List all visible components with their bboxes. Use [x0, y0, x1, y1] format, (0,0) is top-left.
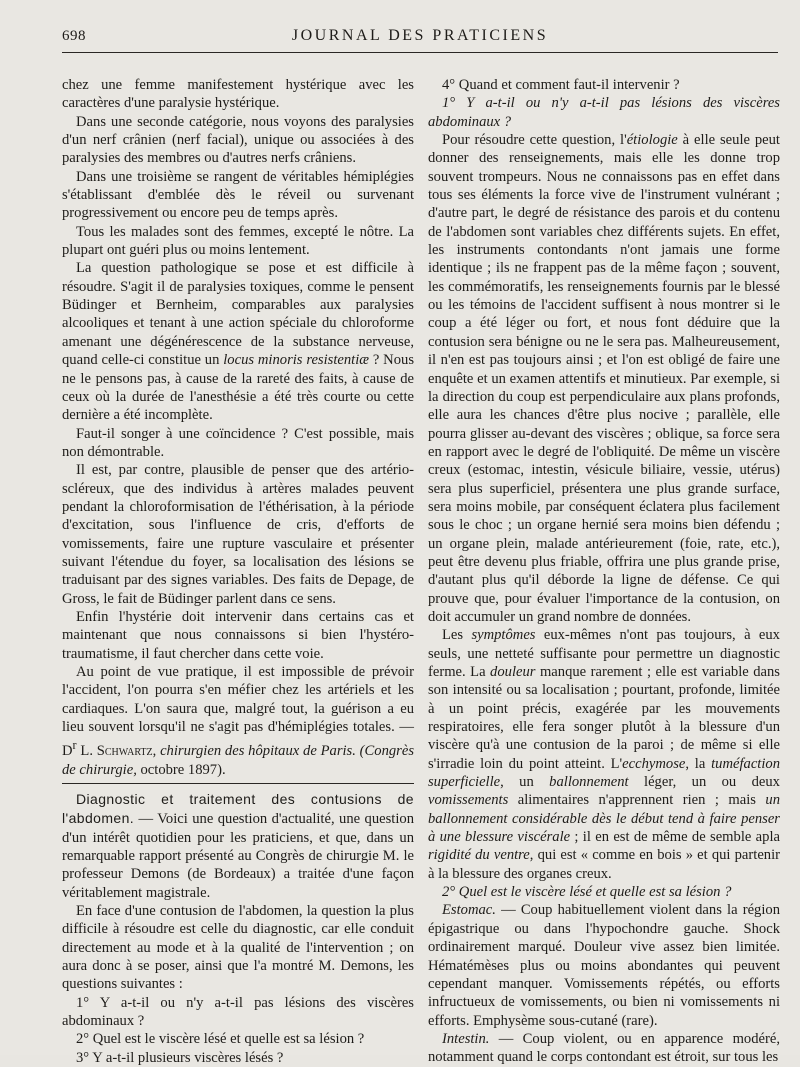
term-italic: ecchymose: [622, 755, 686, 772]
paragraph: Dans une troisième se rangent de véritables hémiplégies s'établissant d'emblée dès le réveil ou survenant progressivement ou encore peu de temps après.: [62, 168, 414, 222]
text-run: Les: [442, 627, 472, 644]
paragraph: [428, 901, 780, 1029]
question-item: 1° Y a-t-il ou n'y a-t-il pas lésions des viscères abdominaux ?: [62, 994, 414, 1030]
superscript: r: [72, 738, 77, 753]
paragraph: chez une femme manifestement hystérique avec les caractères d'une paralysie hystérique.: [62, 77, 414, 112]
section-divider: [62, 783, 414, 784]
term-italic: douleur: [490, 664, 536, 680]
text-run: Pour résoudre cette question, l': [442, 132, 627, 149]
term-italic: Intestin.: [442, 1030, 490, 1047]
author-name: L. Schwartz,: [76, 743, 161, 760]
paragraph: [428, 1030, 780, 1067]
text-run: à elle seule peut donner des renseignements, mais elle les donne trop souvent trompeurs. Nous ne connaissons pas en effet dans tous ses éléments la force vive de l'instrument vulnérant ; d'autre part, le degré de résistance des parois et du contenu de l'abdomen sont variables chez différents sujets. En effet, les instruments contondants n'ont jamais une forme identique ; ils ne frappent pas de la même façon ; souvent, les commémoratifs, les renseignements fournis par le blessé ou les témoins de l'accident suffisent à nous montrer si le coup a été léger ou fort, et nous font déduire que la contusion sera bénigne ou ne le sera pas. Malheureusement, il n'en est pas toujours ainsi ; et l'on est obligé de faire une enquête et un examen attentifs et minutieux. Par exemple, si la direction du coup est perpendiculaire aux plans profonds, elle aura les chances d'être plus nocive ; parallèle, elle pourra glisser au-devant des viscères ; oblique, sa force sera en rapport avec le degré de l'obliquité. De même un viscère creux (estomac, intestin, vésicule biliaire, vessie, utérus) sera plus superficiel, présentera une plus grande surface, sera moins mobile, par conséquent éclatera plus facilement sous le choc ; un organe hernié sera moins bien défendu ; un organe plein, malade antérieurement (foie, rate, etc.), peut être devenu plus friable, offrira une plus grande prise, d'autant plus qu'il déborde la ligne de défense. Ce qui prouve que, pour évaluer l'importance de la contusion, on doit accumuler un grand nombre de données.: [428, 132, 780, 625]
text-run: octobre 1897).: [136, 761, 226, 778]
question-item: 4° Quand et comment faut-il intervenir ?: [442, 77, 680, 93]
header-rule: [62, 52, 778, 53]
term-italic: symptômes: [471, 627, 536, 644]
term-italic: rigidité du ventre: [428, 847, 530, 864]
text-run: , la: [685, 755, 712, 772]
text-run: — Coup violent, ou en apparence modéré, notamment quand le corps contondant est étroit, sur tous les: [428, 1030, 780, 1066]
paragraph: Faut-il songer à une coïncidence ? C'est possible, mais non démontrable.: [62, 425, 414, 460]
page-header: [62, 24, 778, 48]
paragraph: [428, 131, 780, 626]
text-run: eux-mêmes n'ont pas toujours, à eux seuls, une netteté suffisante pour permettre un diagnostic ferme. La: [428, 627, 780, 680]
left-column: [62, 76, 414, 1066]
text-run: — Coup habituellement violent dans la région épigastrique ou dans l'hypochondre gauche. Shock ordinairement marqué. Douleur vive assez bien limitée. Hématémèses plus ou moins abondantes qui peuvent cependant manquer. Vomissements répétés, ou efforts infructueux de vomissements, ou bien ni vomissements ni efforts. Emphysème sous-cutané (rare).: [428, 902, 780, 1029]
paragraph: [62, 259, 414, 424]
text-run: ? Nous ne le pensons pas, à cause de la rareté des faits, à cause de ceux où la durée de l'anesthésie a été très courte ou cette dernière a été incomplète.: [62, 352, 414, 424]
text-run: La question pathologique se pose et est difficile à résoudre. S'agit il de paralysies toxiques, comme le pensent Büdinger et Bernheim, comparables aux paralysies alcooliques et tenant à une action spéciale du chloroforme amenant une dégénérescence de la substance nerveuse, quand celle-ci constitue un: [62, 260, 414, 369]
subheading: [428, 883, 780, 901]
paragraph: Tous les malades sont des femmes, excepté le nôtre. La plupart ont guéri plus ou moins lentement.: [62, 223, 414, 259]
latin-phrase: locus minoris resistentiæ: [223, 352, 370, 369]
question-item: 2° Quel est le viscère lésé et quelle est sa lésion ?: [76, 1031, 365, 1048]
right-column: [428, 76, 781, 1066]
subheading-text: 1° Y a-t-il ou n'y a-t-il pas lésions des viscères abdominaux ?: [428, 95, 780, 130]
term-italic: étiologie: [626, 132, 678, 149]
text-run: manque rarement ; elle est variable dans son intensité ou sa localisation ; pourtant, profonde, limitée à un point précis, exagérée par les mouvements respiratoires, elle fera songer plutôt à la blessure d'un viscère qu'à une contusion de la paroi ; de même si elle s'irradie loin du point atteint. L': [428, 664, 780, 772]
paragraph: [62, 790, 414, 902]
text-run: , un: [500, 774, 550, 791]
citation-italic: chirurgien des hôpitaux de Paris. (Congrès de chirurgie,: [62, 743, 414, 778]
question-item: 3° Y a-t-il plusieurs viscères lésés ?: [76, 1049, 284, 1066]
term-italic: tuméfaction superficielle: [428, 755, 780, 791]
text-run: — Voici une question d'actualité, une question d'un intérêt quotidien pour les praticiens, et que, dans un remarquable rapport présenté au Congrès de chirurgie M. le professeur Demons (de Bordeaux) a traitée d'une façon véritablement magistrale.: [62, 811, 414, 901]
paragraph: Il est, par contre, plausible de penser que des artério-scléreux, que des individus à artères malades peuvent pendant la chloroformisation de l'éthérisation, à la période d'excitation, sous l'influence de cris, d'efforts de vomissements, faire une rupture vasculaire et présenter suivant l'étendue du foyer, sa localisation des lésions se traduisant par des signes variables. Des faits de Depage, de Gross, le fait de Büdinger parlent dans ce sens.: [62, 462, 414, 607]
page-number: 698: [62, 28, 86, 44]
paragraph: Dans une seconde catégorie, nous voyons des paralysies d'un nerf crânien (nerf facial), unique ou associées à des paralysies des membres ou d'autres nerfs crâniens.: [62, 113, 414, 167]
text-run: , qui est « comme en bois » et qui partenir à la blessure des organes creux.: [428, 847, 781, 882]
subheading: [428, 94, 780, 131]
text-run: ; il en est de même de semble apla: [570, 829, 780, 846]
section-title: Diagnostic et traitement des contusions de l'abdomen.: [62, 790, 414, 827]
term-italic: ballonnement: [549, 774, 629, 791]
paragraph: Enfin l'hystérie doit intervenir dans certains cas et maintenant que nous connaissons si bien l'hystéro-traumatisme, il faut chercher dans cette voie.: [62, 608, 414, 662]
text-run: léger, un ou deux: [628, 774, 780, 791]
paragraph: En face d'une contusion de l'abdomen, la question la plus difficile à résoudre est celle du diagnostic, car elle conduit directement au mode et à la qualité de l'intervention ; on aura donc à se poser, ainsi que l'a montré M. Demons, les questions suivantes :: [62, 902, 414, 993]
text-run: Au point de vue pratique, il est impossible de prévoir l'accident, l'on pourra s'en méfier chez les artériels et les cardiaques. L'on saura que, malgré tout, la guérison a eu lieu souvent lorsqu'il ne s'agit pas d'hémiplégies totales. — D: [62, 664, 414, 760]
text-run: alimentaires n'apprennent rien ; mais: [508, 792, 766, 809]
term-italic: vomissements: [428, 792, 509, 809]
journal-title: JOURNAL DES PRATICIENS: [291, 27, 549, 44]
subheading-text: 2° Quel est le viscère lésé et quelle est sa lésion ?: [442, 884, 732, 901]
paragraph: [428, 626, 780, 883]
term-italic: un ballonnement considérable dès le début tend à faire penser à une blessure viscérale: [428, 792, 780, 846]
term-italic: Estomac.: [442, 902, 496, 919]
paragraph: [62, 663, 414, 779]
